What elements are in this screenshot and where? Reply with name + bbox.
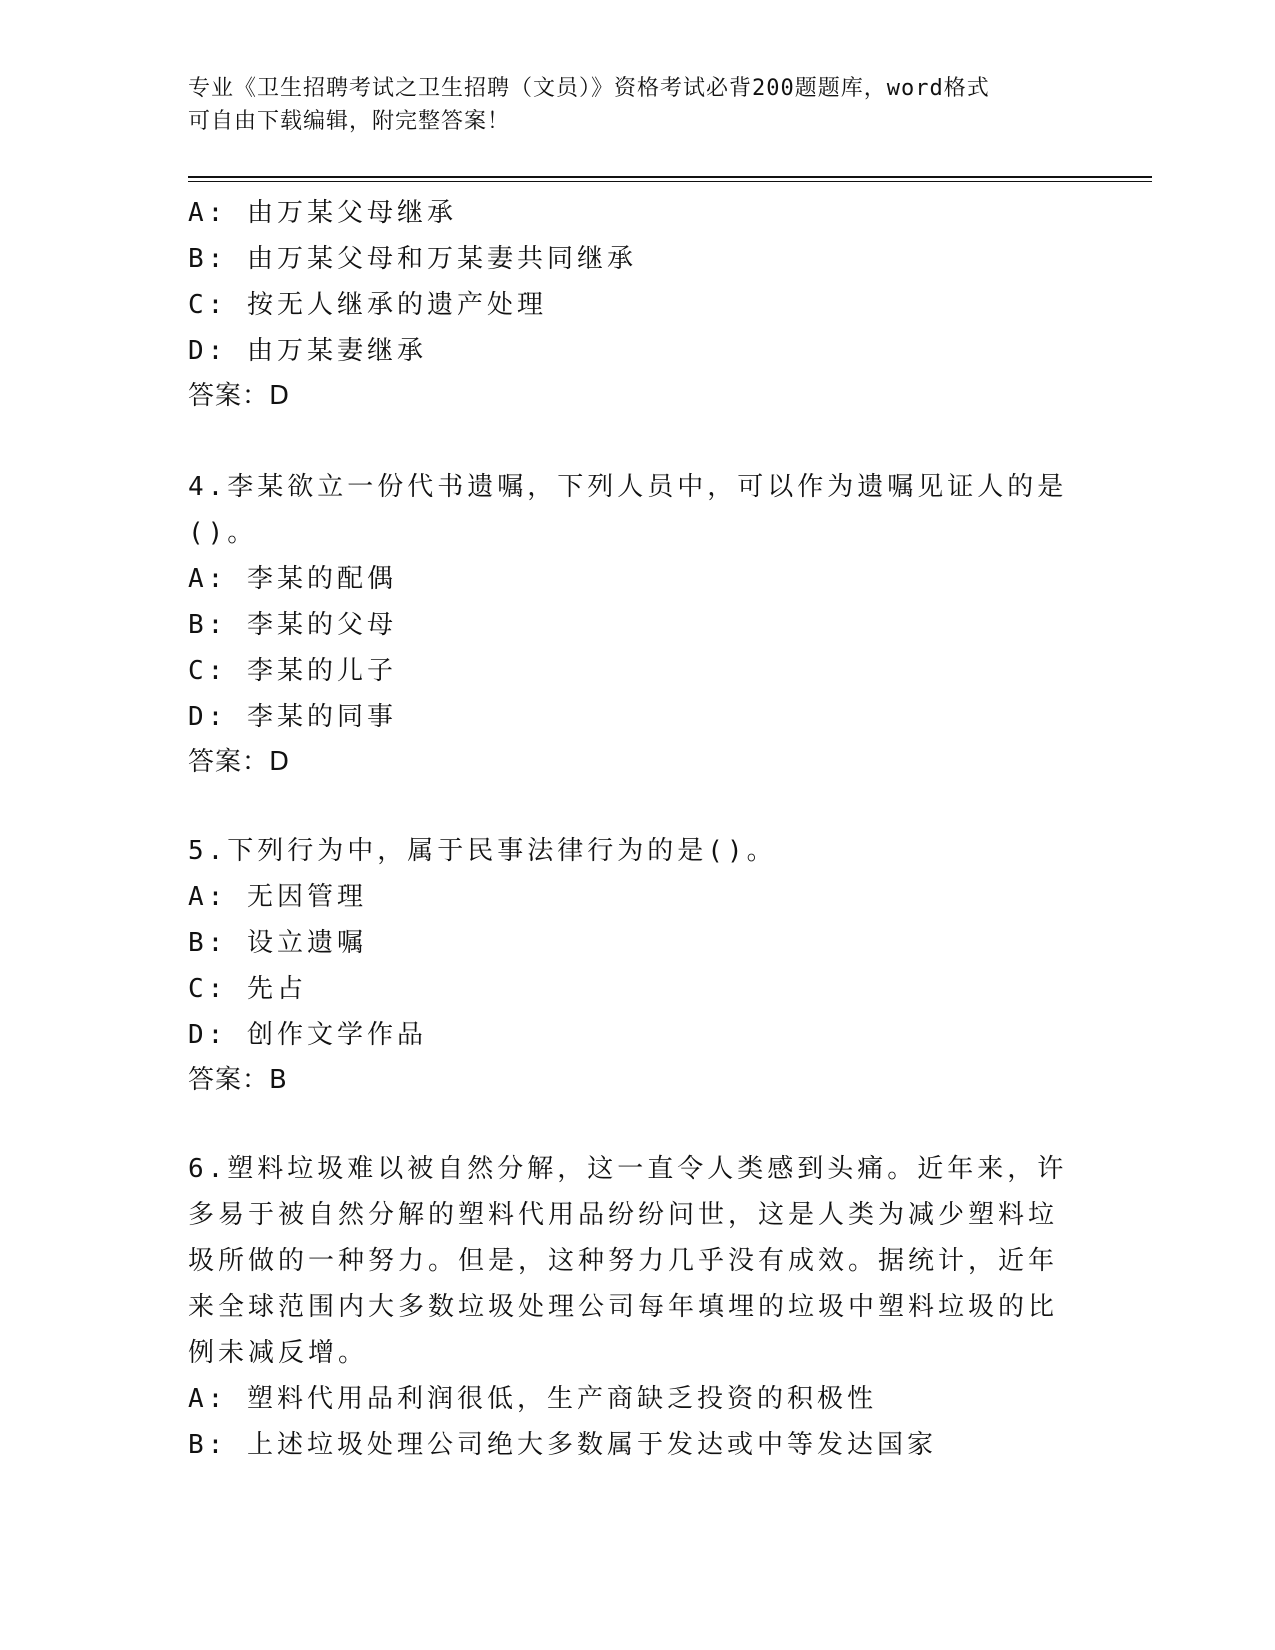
option-b: B: 设立遗嘱 xyxy=(188,928,367,958)
option-c: C: 李某的儿子 xyxy=(188,656,397,686)
spacer xyxy=(188,784,1068,828)
header-line-1: 专业《卫生招聘考试之卫生招聘（文员）》资格考试必背200题题库，word格式 xyxy=(188,76,990,101)
option-b: B: 由万某父母和万某妻共同继承 xyxy=(188,244,637,274)
question-4 xyxy=(188,464,1068,784)
header-divider-thin xyxy=(188,181,1152,182)
question-stem: 6.塑料垃圾难以被自然分解，这一直令人类感到头痛。近年来，许多易于被自然分解的塑料代用品纷纷问世，这是人类为减少塑料垃圾所做的一种努力。但是，这种努力几乎没有成效。据统计，近年来全球范围内大多数垃圾处理公司每年填埋的垃圾中塑料垃圾的比例未减反增。 xyxy=(188,1154,1068,1368)
spacer xyxy=(188,1102,1068,1146)
question-5 xyxy=(188,828,1068,1102)
option-d: D: 由万某妻继承 xyxy=(188,336,427,366)
option-d: D: 李某的同事 xyxy=(188,702,397,732)
question-6 xyxy=(188,1146,1068,1468)
question-3 xyxy=(188,190,1068,418)
header-divider-thick xyxy=(188,176,1152,178)
option-a: A: 由万某父母继承 xyxy=(188,198,457,228)
header-line-2: 可自由下载编辑，附完整答案！ xyxy=(188,109,511,134)
option-c: C: 先占 xyxy=(188,974,307,1004)
option-c: C: 按无人继承的遗产处理 xyxy=(188,290,547,320)
answer-line: 答案：D xyxy=(188,381,291,411)
option-d: D: 创作文学作品 xyxy=(188,1020,427,1050)
answer-line: 答案：D xyxy=(188,747,291,777)
answer-line: 答案：B xyxy=(188,1065,288,1095)
option-b: B: 李某的父母 xyxy=(188,610,397,640)
question-stem: 4.李某欲立一份代书遗嘱，下列人员中，可以作为遗嘱见证人的是()。 xyxy=(188,472,1068,548)
option-b: B: 上述垃圾处理公司绝大多数属于发达或中等发达国家 xyxy=(188,1430,937,1460)
question-stem: 5.下列行为中，属于民事法律行为的是()。 xyxy=(188,836,777,866)
option-a: A: 塑料代用品利润很低，生产商缺乏投资的积极性 xyxy=(188,1384,877,1414)
option-a: A: 无因管理 xyxy=(188,882,367,912)
document-header xyxy=(188,72,1088,138)
document-body xyxy=(188,190,1068,1468)
option-a: A: 李某的配偶 xyxy=(188,564,397,594)
spacer xyxy=(188,418,1068,464)
